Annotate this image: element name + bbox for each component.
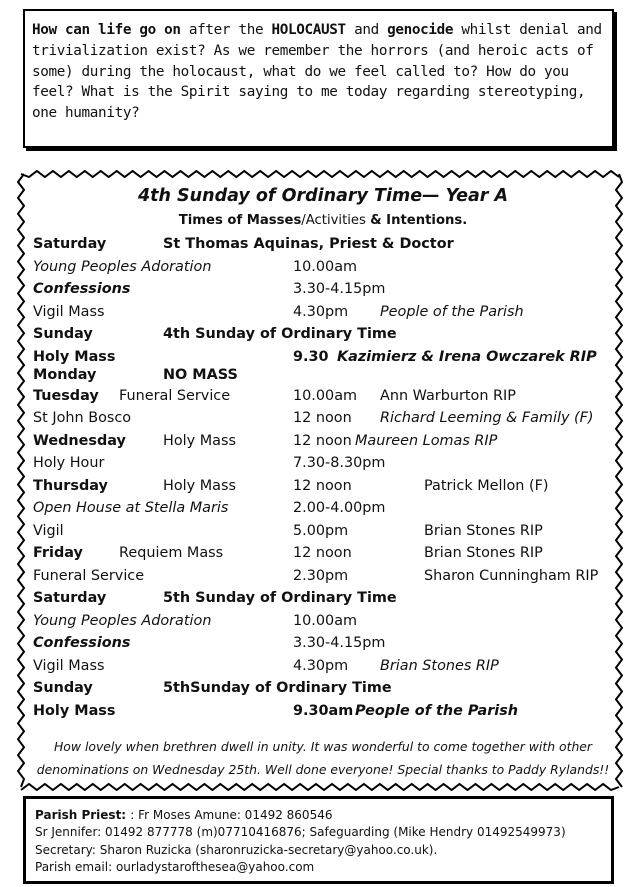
schedule-row [33, 455, 613, 477]
row-intention: Brian Stones RIP [424, 545, 543, 561]
reflection-line-3: some) during the holocaust, what do we feel called to? How do you [32, 63, 569, 80]
reflection-line-1 [32, 20, 602, 41]
schedule-row [33, 410, 613, 432]
schedule-row [33, 367, 613, 389]
schedule-row [33, 523, 613, 545]
row-event: St John Bosco [33, 410, 132, 426]
schedule-row [33, 635, 613, 657]
reflection-line-5: one humanity? [32, 105, 140, 122]
row-event: Vigil Mass [33, 658, 105, 674]
schedule-row [33, 236, 613, 258]
reflection-bold-holocaust: HOLOCAUST [271, 22, 346, 38]
row-time: 2.00-4.00pm [293, 500, 386, 516]
row-day: Sunday [33, 326, 93, 342]
row-time: 7.30-8.30pm [293, 455, 386, 471]
row-intention: Richard Leeming & Family (F) [380, 410, 594, 426]
row-time: 12 noon [293, 545, 352, 561]
row-day: Thursday [33, 478, 108, 494]
row-intention: Brian Stones RIP [424, 523, 543, 539]
row-time: 10.00am [293, 388, 358, 404]
unity-note-line-1: How lovely when brethren dwell in unity. It was wonderful to come together with other [53, 739, 593, 754]
schedule-row [33, 658, 613, 680]
schedule-row [33, 500, 613, 522]
row-day: Friday [33, 545, 83, 561]
row-intention: Maureen Lomas RIP [355, 433, 498, 449]
schedule-row [33, 326, 613, 348]
row-event: Holy Mass [163, 433, 236, 449]
schedule-row [33, 613, 613, 635]
schedule-subtitle [33, 213, 613, 228]
reflection-text: whilst denial and [453, 22, 602, 38]
reflection-bold-genocide: genocide [387, 22, 454, 38]
subtitle-part: & Intentions. [370, 213, 468, 228]
row-time: 9.30am [293, 703, 354, 719]
priest-label: Parish Priest: [35, 808, 131, 822]
row-intention: People of the Parish [380, 304, 524, 320]
schedule-row [33, 259, 613, 281]
contact-email: Parish email: ourladystarofthesea@yahoo.com [35, 860, 315, 875]
schedule-row [33, 545, 613, 567]
reflection-line-4: feel? What is the Spirit saying to me today regarding stereotyping, [32, 84, 586, 101]
row-time: 12 noon [293, 433, 352, 449]
reflection-text: after the [180, 22, 272, 38]
contact-sister: Sr Jennifer: 01492 877778 (m)07710416876; Safeguarding (Mike Hendry 01492549973) [35, 825, 566, 840]
row-event: 4th Sunday of Ordinary Time [163, 326, 397, 342]
row-event: Holy Mass [33, 349, 116, 365]
row-time: 3.30-4.15pm [293, 635, 386, 651]
schedule-row [33, 304, 613, 326]
row-intention: Sharon Cunningham RIP [424, 568, 599, 584]
row-event: 5th Sunday of Ordinary Time [163, 590, 397, 606]
schedule-row [33, 388, 613, 410]
schedule-row [33, 433, 613, 455]
row-day: Sunday [33, 680, 93, 696]
contact-box [23, 796, 614, 884]
schedule-row [33, 478, 613, 500]
reflection-box [23, 9, 614, 148]
row-event: Confessions [33, 635, 131, 651]
row-time: 10.00am [293, 613, 358, 629]
row-intention: Kazimierz & Irena Owczarek RIP [337, 349, 597, 365]
schedule-title: 4th Sunday of Ordinary Time— Year A [137, 186, 509, 206]
row-time: 4.30pm [293, 304, 349, 320]
row-day: Wednesday [33, 433, 126, 449]
row-event: Holy Mass [163, 478, 236, 494]
row-event: St Thomas Aquinas, Priest & Doctor [163, 236, 454, 252]
row-event: Requiem Mass [119, 545, 224, 561]
row-event: Open House at Stella Maris [33, 500, 229, 516]
schedule-row [33, 281, 613, 303]
row-event: Holy Mass [33, 703, 116, 719]
row-event: Vigil Mass [33, 304, 105, 320]
row-day: Saturday [33, 236, 107, 252]
row-event: Young Peoples Adoration [33, 259, 212, 275]
row-day: Saturday [33, 590, 107, 606]
row-intention: Patrick Mellon (F) [424, 478, 549, 494]
row-time: 12 noon [293, 478, 352, 494]
priest-value: : Fr Moses Amune: 01492 860546 [130, 808, 333, 822]
row-event: NO MASS [163, 367, 238, 383]
row-day: Tuesday [33, 388, 99, 404]
reflection-line-2: trivialization exist? As we remember the horrors (and heroic acts of [32, 42, 594, 59]
row-event: Young Peoples Adoration [33, 613, 212, 629]
row-time: 2.30pm [293, 568, 349, 584]
row-event: Vigil [33, 523, 64, 539]
row-time: 12 noon [293, 410, 352, 426]
row-time: 9.30 [293, 349, 329, 365]
contact-priest [35, 807, 611, 824]
reflection-bold-intro: How can life go on [32, 22, 181, 38]
reflection-text: and [345, 22, 388, 38]
row-event: Holy Hour [33, 455, 105, 471]
row-intention: Ann Warburton RIP [380, 388, 516, 404]
row-event: Confessions [33, 281, 131, 297]
contact-secretary: Secretary: Sharon Ruzicka (sharonruzicka-secretary@yahoo.co.uk). [35, 842, 438, 857]
schedule-row [33, 680, 613, 702]
row-time: 3.30-4.15pm [293, 281, 386, 297]
row-event: Funeral Service [33, 568, 145, 584]
schedule-row [33, 703, 613, 725]
row-time: 5.00pm [293, 523, 349, 539]
row-intention: Brian Stones RIP [380, 658, 499, 674]
row-event: 5thSunday of Ordinary Time [163, 680, 392, 696]
subtitle-part: /Activities [301, 213, 371, 228]
row-time: 10.00am [293, 259, 358, 275]
row-day: Monday [33, 367, 97, 383]
row-time: 4.30pm [293, 658, 349, 674]
subtitle-part: Times of Masses [178, 213, 302, 228]
unity-note [33, 735, 613, 781]
row-intention: People of the Parish [355, 703, 519, 719]
schedule-row [33, 590, 613, 612]
schedule-row [33, 568, 613, 590]
unity-note-line-2: denominations on Wednesday 25th. Well done everyone! Special thanks to Paddy Rylands!! [36, 762, 610, 777]
row-event: Funeral Service [119, 388, 231, 404]
